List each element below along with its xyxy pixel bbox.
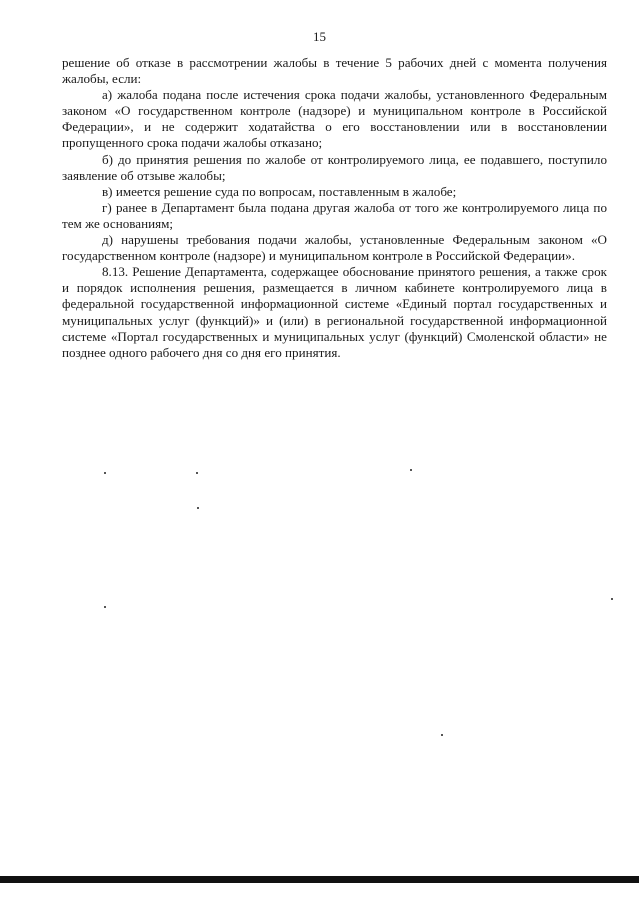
page-number: 15	[313, 29, 326, 44]
scan-speck	[611, 598, 613, 600]
scan-speck	[196, 472, 198, 474]
scan-speck	[441, 734, 443, 736]
scan-bottom-edge	[0, 876, 639, 883]
scan-speck	[410, 469, 412, 471]
list-item-b: б) до принятия решения по жалобе от контролируемого лица, ее подавшего, поступило заявление об отзыве жалобы;	[62, 151, 607, 183]
list-item-d: г) ранее в Департамент была подана другая жалоба от того же контролируемого лица по тем же основаниям;	[62, 199, 607, 231]
scan-speck	[104, 606, 106, 608]
paragraph-continuation: решение об отказе в рассмотрении жалобы в течение 5 рабочих дней с момента получения жалобы, если:	[62, 55, 607, 87]
paragraph-8-13: 8.13. Решение Департамента, содержащее обоснование принятого решения, а также срок и порядок исполнения решения, размещается в личном кабинете контролируемого лица в федеральной государственной информационной системе «Единый портал государственных и муниципальных услуг (функций)» и (или) в региональной государственной информационной системе «Портал государственных и муниципальных услуг (функций) Смоленской области» не позднее одного рабочего дня со дня его принятия.	[62, 264, 607, 360]
list-item-a: а) жалоба подана после истечения срока подачи жалобы, установленного Федеральным законом «О государственном контроле (надзоре) и муниципальном контроле в Российской Федерации», и не содержит ходатайства о его восстановлении или в восстановлении пропущенного срока подачи жалобы отказано;	[62, 87, 607, 151]
list-item-c: в) имеется решение суда по вопросам, поставленным в жалобе;	[102, 183, 457, 199]
scan-speck	[104, 472, 106, 474]
document-body	[62, 55, 607, 361]
list-item-e: д) нарушены требования подачи жалобы, установленные Федеральным законом «О государственном контроле (надзоре) и муниципальном контроле в Российской Федерации».	[62, 232, 607, 264]
scan-speck	[197, 507, 199, 509]
